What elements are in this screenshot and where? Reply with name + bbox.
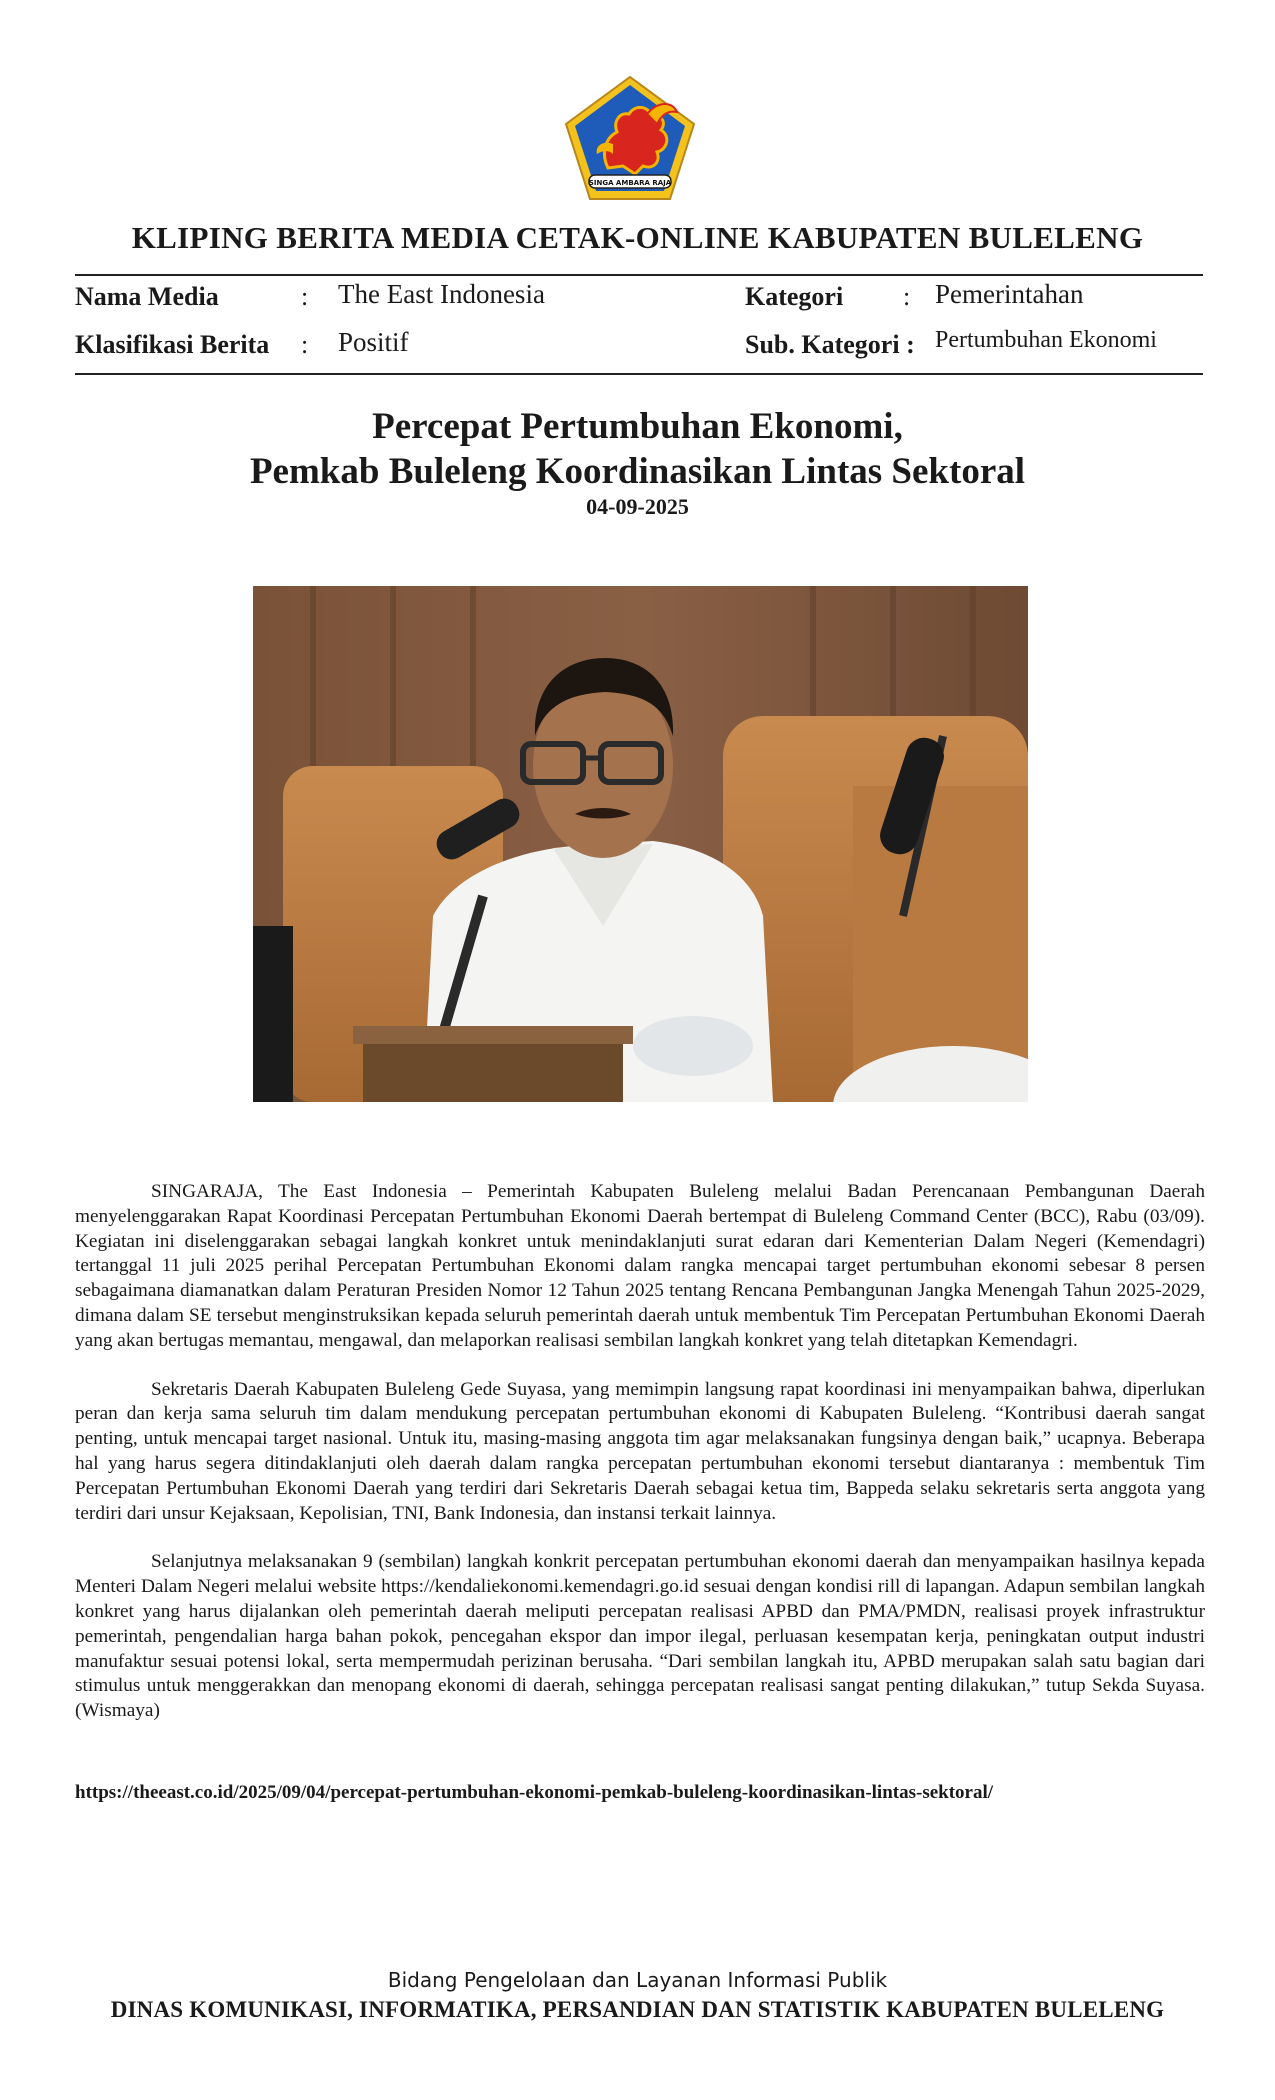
klasifikasi-separator: : (301, 330, 309, 359)
klasifikasi-label: Klasifikasi Berita (75, 330, 270, 359)
klasifikasi-value: Positif (338, 327, 409, 357)
article-photo (253, 586, 1028, 1102)
headline-line-1: Percepat Pertumbuhan Ekonomi, (372, 406, 903, 447)
top-divider (75, 274, 1203, 276)
article-paragraph-2: Sekretaris Daerah Kabupaten Buleleng Gede Suyasa, yang memimpin langsung rapat koordinasi ini menyampaikan bahwa, diperlukan peran dan kerja sama seluruh tim dalam mendukung percepatan pertumbuhan ekonomi di Kabupaten Buleleng. “Kontribusi daerah sangat penting, untuk mencapai target nasional. Untuk itu, masing-masing anggota tim agar melaksanakan fungsinya dengan baik,” ucapnya. Beberapa hal yang harus segera ditindaklanjuti oleh daerah dalam rangka percepatan pertumbuhan ekonomi tersebut diantaranya : membentuk Tim Percepatan Pertumbuhan Ekonomi Daerah yang terdiri dari Sekretaris Daerah sebagai ketua tim, Bappeda selaku sekretaris serta anggota yang terdiri dari unsur Kejaksaan, Kepolisian, TNI, Bank Indonesia, dan instansi terkait lainnya. (75, 1378, 1205, 1524)
sub-kategori-value: Pertumbuhan Ekonomi (935, 327, 1157, 353)
nama-media-label: Nama Media (75, 282, 219, 311)
buleleng-emblem-logo (563, 74, 697, 202)
nama-media-value: The East Indonesia (338, 279, 545, 309)
kategori-separator: : (903, 282, 911, 311)
headline-line-2: Pemkab Buleleng Koordinasikan Lintas Sektoral (249, 451, 1026, 492)
logo-motto: SINGA AMBARA RAJA (588, 179, 672, 187)
kategori-value: Pemerintahan (935, 279, 1084, 309)
nama-media-separator: : (301, 282, 309, 311)
article-paragraph-1: SINGARAJA, The East Indonesia – Pemerintah Kabupaten Buleleng melalui Badan Perencanaan Pembangunan Daerah menyelenggarakan Rapat Koordinasi Percepatan Pertumbuhan Ekonomi Daerah bertempat di Buleleng Command Center (BCC), Rabu (03/09). Kegiatan ini diselenggarakan sebagai langkah konkret untuk menindaklanjuti surat edaran dari Kementerian Dalam Negeri (Kemendagri) tertanggal 11 juli 2025 perihal Percepatan Pertumbuhan Ekonomi dalam rangka mencapai target pertumbuhan ekonomi sebesar 8 persen sebagaimana diamanatkan dalam Peraturan Presiden Nomor 12 Tahun 2025 tentang Rencana Pembangunan Jangka Menengah Tahun 2025-2029, dimana dalam SE tersebut menginstruksikan kepada seluruh pemerintah daerah untuk membentuk Tim Percepatan Pertumbuhan Ekonomi Daerah yang akan bertugas memantau, mengawal, dan melaporkan realisasi sembilan langkah konkret yang telah ditetapkan Kemendagri. (75, 1181, 1205, 1351)
article-paragraph-3: Selanjutnya melaksanakan 9 (sembilan) langkah konkrit percepatan pertumbuhan ekonomi daerah dan menyampaikan hasilnya kepada Menteri Dalam Negeri melalui website https://kendaliekonomi.kemendagri.go.id sesuai dengan kondisi rill di lapangan. Adapun sembilan langkah konkret yang harus dijalankan oleh pemerintah daerah meliputi percepatan realisasi APBD dan PMA/PMDN, realisasi proyek infrastruktur pemerintah, pengendalian harga bahan pokok, pencegahan ekspor dan impor ilegal, perluasan kesempatan kerja, peningkatan output industri manufaktur sesuai potensi lokal, serta mempermudah perizinan berusaha. “Dari sembilan langkah itu, APBD merupakan salah satu bagian dari stimulus untuk menggerakkan dan menopang ekonomi di daerah, sehingga percepatan realisasi sangat penting dilakukan,” tutup Sekda Suyasa.(Wismaya) (75, 1551, 1205, 1722)
sub-kategori-label: Sub. Kategori : (745, 330, 915, 359)
source-url-link[interactable]: https://theeast.co.id/2025/09/04/percepat-pertumbuhan-ekonomi-pemkab-buleleng-koordinasikan-lintas-sektoral/ (75, 1782, 994, 1803)
kategori-label: Kategori (745, 282, 844, 311)
article-date: 04-09-2025 (586, 494, 689, 519)
article-body (75, 1180, 1205, 1748)
footer-division: Bidang Pengelolaan dan Layanan Informasi Publik (387, 1968, 888, 1992)
bottom-divider (75, 373, 1203, 375)
footer-agency: DINAS KOMUNIKASI, INFORMATIKA, PERSANDIAN DAN STATISTIK KABUPATEN BULELENG (110, 1997, 1165, 2022)
article-headline (0, 404, 1275, 494)
document-title: KLIPING BERITA MEDIA CETAK-ONLINE KABUPATEN BULELENG (131, 220, 1144, 255)
